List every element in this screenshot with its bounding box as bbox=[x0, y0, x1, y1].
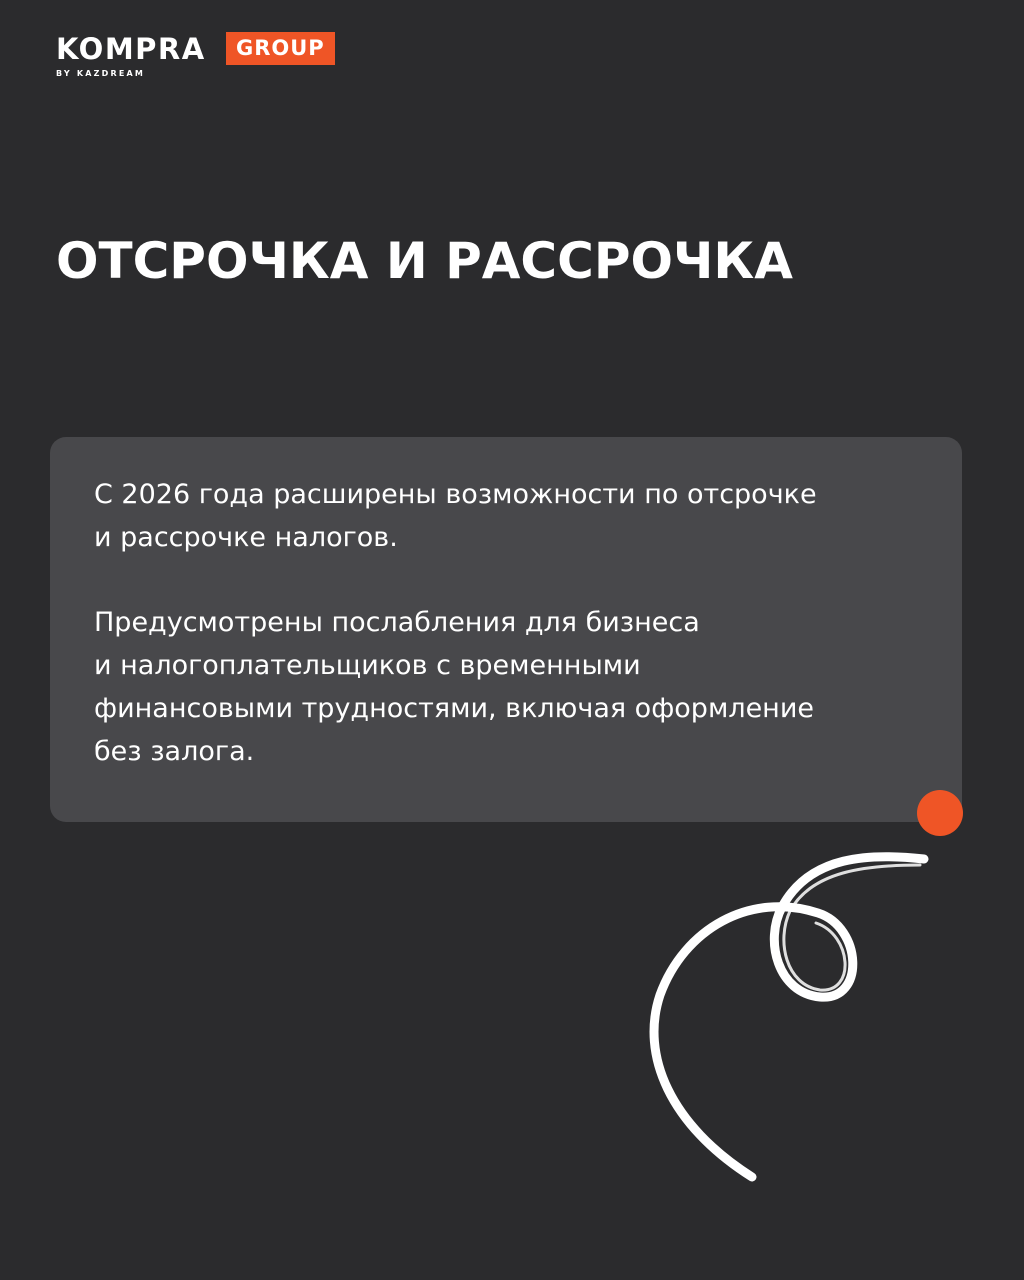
page-title: ОТСРОЧКА И РАССРОЧКА bbox=[56, 232, 793, 290]
brand-tagline: BY KAZDREAM bbox=[56, 69, 146, 78]
brand-name: KOMPRA bbox=[56, 32, 206, 66]
ribbon-decoration bbox=[630, 845, 950, 1195]
brand-badge: GROUP bbox=[226, 32, 335, 65]
card-paragraph-2: Предусмотрены послабления для бизнеса и налогоплательщиков с временными финансовыми трудностями, включая оформление без залога. bbox=[94, 607, 814, 767]
card-paragraph-1: С 2026 года расширены возможности по отсрочке и рассрочке налогов. bbox=[94, 479, 817, 553]
orange-dot-decoration bbox=[917, 790, 963, 836]
info-card bbox=[50, 437, 962, 822]
